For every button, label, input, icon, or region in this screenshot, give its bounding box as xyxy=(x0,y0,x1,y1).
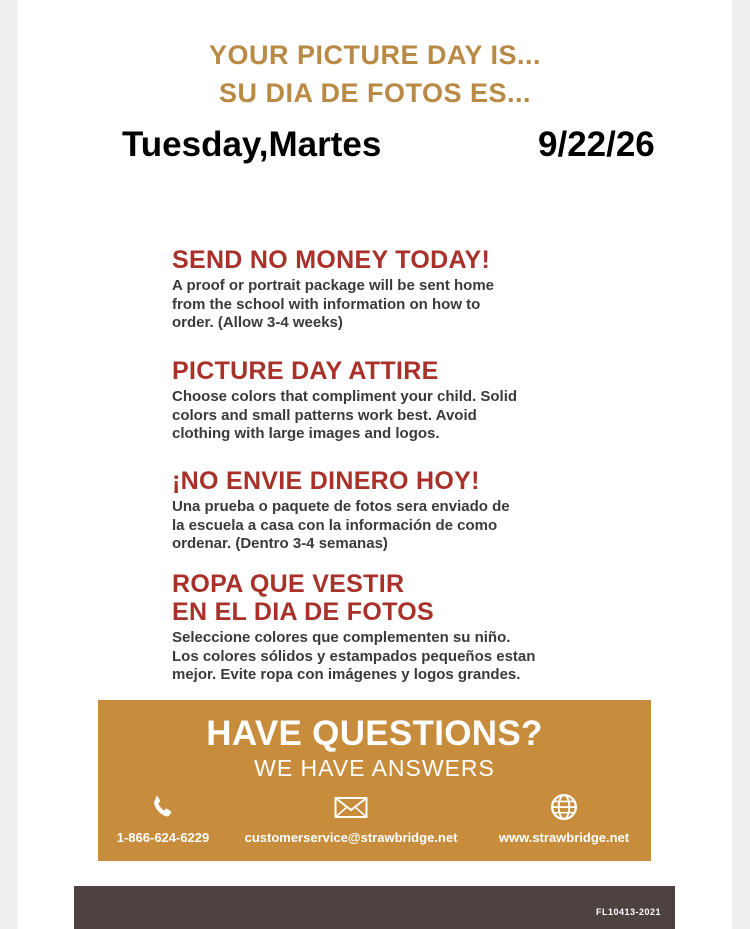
section-ropa-que-vestir xyxy=(172,570,612,685)
section-body: Seleccione colores que complementen su niño. Los colores sólidos y estampados pequeños estan mejor. Evite ropa con imágenes y logos grandes. xyxy=(172,629,536,683)
section-title: PICTURE DAY ATTIRE xyxy=(172,357,439,385)
picture-day-date-row xyxy=(18,122,732,170)
footer-bar xyxy=(74,886,675,929)
contact-website[interactable] xyxy=(486,792,642,845)
contact-email[interactable] xyxy=(229,792,473,845)
questions-banner xyxy=(98,700,651,861)
section-picture-day-attire xyxy=(172,357,612,444)
picture-day-date: 9/22/26 xyxy=(538,125,655,164)
website-url: www.strawbridge.net xyxy=(498,830,630,845)
contact-phone[interactable] xyxy=(104,792,222,845)
flyer-page xyxy=(18,0,732,929)
header-spanish: SU DIA DE FOTOS ES... xyxy=(218,78,532,108)
section-body: A proof or portrait package will be sent home from the school with information on how to order. (Allow 3-4 weeks) xyxy=(172,277,494,331)
globe-icon xyxy=(549,792,579,822)
section-title: SEND NO MONEY TODAY! xyxy=(172,246,491,274)
section-send-no-money xyxy=(172,246,612,333)
banner-subtitle: WE HAVE ANSWERS xyxy=(254,755,495,781)
section-title: ROPA QUE VESTIR EN EL DIA DE FOTOS xyxy=(172,570,434,626)
banner-title: HAVE QUESTIONS? xyxy=(206,714,543,753)
section-title: ¡NO ENVIE DINERO HOY! xyxy=(172,467,480,495)
section-body: Choose colors that compliment your child. Solid colors and small patterns work best. Avoid clothing with large images and logos. xyxy=(172,388,518,442)
envelope-icon xyxy=(334,792,368,822)
phone-icon xyxy=(148,792,178,822)
section-no-envie-dinero xyxy=(172,467,612,554)
email-address: customerservice@strawbridge.net xyxy=(244,830,458,845)
document-code: FL10413-2021 xyxy=(595,907,661,917)
header-english: YOUR PICTURE DAY IS... xyxy=(208,40,542,70)
phone-number: 1-866-624-6229 xyxy=(116,830,210,845)
section-body: Una prueba o paquete de fotos sera enviado de la escuela a casa con la información de como ordenar. (Dentro 3-4 semanas) xyxy=(172,498,510,552)
picture-day-weekday: Tuesday,Martes xyxy=(122,125,382,164)
